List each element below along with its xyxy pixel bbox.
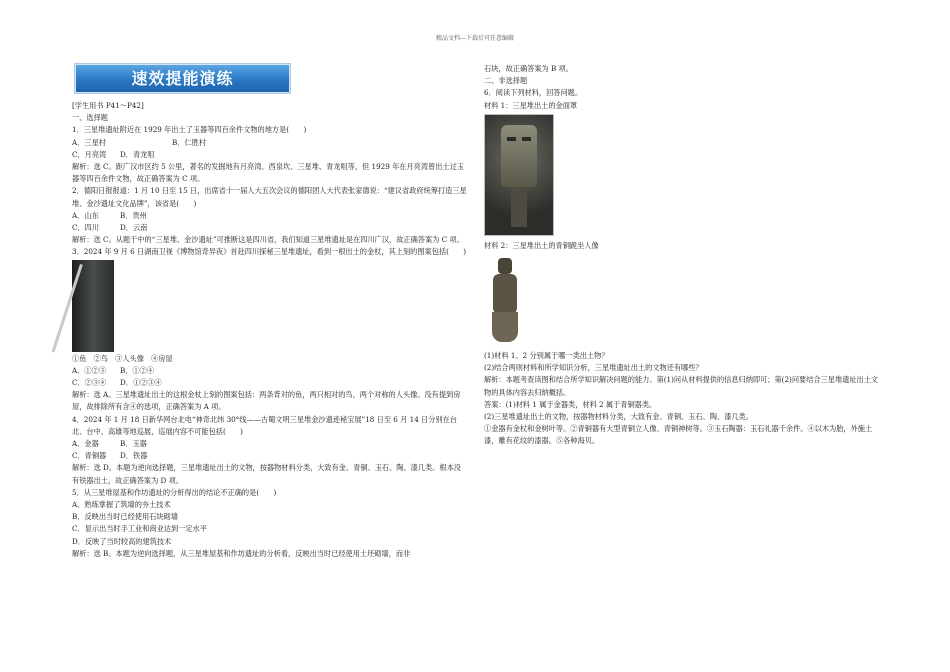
q6-answer-2: (2)三星堆遗址出土的文物，按器物材料分类，大致有金、青铜、玉石、陶、漆几类。 — [484, 412, 753, 422]
material-1-caption: 材料 1：三星堆出土的金面罩 — [484, 100, 578, 110]
q3-items: ①鱼 ②鸟 ③人头像 ④房屋 — [72, 353, 173, 363]
q5-option-a: A．熟练掌握了筑墙的夯土技术 — [72, 500, 171, 510]
q3-option-c: C．②③④ — [72, 378, 107, 388]
q4-options-row — [72, 450, 468, 462]
material-2-caption: 材料 2：三星堆出土的青铜跪坐人像 — [484, 240, 599, 250]
q4-option-d: D．铁器 — [120, 451, 148, 461]
q2-option-a: A．山东 — [72, 210, 99, 220]
q4-option-b: B．玉器 — [120, 439, 147, 449]
q4-option-a: A．金器 — [72, 439, 99, 449]
q4-analysis: 解析：选 D。本题为逆向选择题，三星堆遗址出土的文物，按器物材料分类，大致有金、青铜、玉石、陶、漆几类。根本没有铁器出土，故正确答案为 D 项。 — [72, 463, 461, 485]
q5-stem: 5．从三星堆屋基和作坊遗址的分析得出的结论不正确的是( ) — [72, 487, 277, 497]
section-heading-choice: 一、选择题 — [72, 113, 108, 123]
q1-analysis: 解析：选 C。距广汉市区约 5 公里，著名的发掘地有月亮湾、西泉坎、三星堆、青龙咀等，但 1929 年在月亮湾曾出土过玉器等四百余件文物，故正确答案为 C 项。 — [72, 162, 464, 184]
q4-option-c: C．青铜器 — [72, 451, 107, 461]
q1-option-a: A．三星村 — [72, 137, 106, 147]
right-column — [484, 63, 882, 448]
q1-stem: 1．三星堆遗址附近在 1929 年出土了玉器等四百余件文物的地方是( ) — [72, 125, 307, 135]
q3-stem: 3．2024 年 9 月 6 日湖南卫视《博物馆奇异夜》首赴四川探秘三星堆遗址，看到一根出土的金杖，其上刻的图案包括( ) — [72, 247, 467, 257]
q3-analysis: 解析：选 A。三星堆遗址出土的这根金杖上刻的图案包括：两条背对的鱼，两只相对的鸟，两个对称的人头像。没有提到房屋，故排除所有含④的选项，正确答案为 A 项。 — [72, 390, 461, 412]
q3-option-a: A．①②③ — [72, 365, 106, 375]
q6-answer-3: ①金器有金杖和金树叶等。②青铜器有大型青铜立人像、青铜神树等。③玉石陶器：玉石礼器千余件。④以木为胎，外施土漆，雕有花纹的漆器。⑤各种海贝。 — [484, 424, 873, 446]
section-banner: 速效提能演练 — [74, 63, 291, 94]
q6-question-1: (1)材料 1、2 分别属于哪一类出土物？ — [484, 351, 609, 361]
q3-options-row — [72, 377, 468, 389]
textbook-ref: [学生用书 P41～P42] — [72, 101, 144, 110]
kneeling-bronze-figure-photo — [484, 254, 526, 346]
q2-options-row — [72, 210, 468, 222]
q2-analysis: 解析：选 C。从题干中的“三星堆、金沙遗址”可推断这是四川省，我们知道三星堆遗址是在四川广汉，故正确答案为 C 项。 — [72, 235, 464, 245]
q1-options-row — [72, 149, 468, 161]
gold-staff-photo — [72, 260, 114, 352]
q4-options-row — [72, 438, 468, 450]
q2-option-d: D．云南 — [120, 223, 148, 233]
q2-option-c: C．四川 — [72, 223, 100, 233]
q3-options-row — [72, 365, 468, 377]
q6-answer-1: 答案：(1)材料 1 属于金器类，材料 2 属于青铜器类。 — [484, 399, 657, 409]
q2-option-b: B．贵州 — [120, 210, 147, 220]
q2-stem: 2．德阳日报报道：1 月 10 日至 15 日，出席省十一届人大五次会议的德阳团人大代表张家德说：“建议省政府统筹打造三星堆、金沙遗址文化品牌”，该省是( ) — [72, 186, 467, 208]
q5-option-d: D．反映了当时较高的建筑技术 — [72, 536, 172, 546]
q5-analysis: 解析：选 B。本题为逆向选择题，从三星堆屋基和作坊遗址的分析看，反映出当时已经使用土坯砌墙，而非 — [72, 548, 411, 558]
q3-option-b: B．①②④ — [120, 365, 155, 375]
q6-stem: 6．阅读下列材料，回答问题。 — [484, 88, 583, 98]
q1-option-d: D．青龙咀 — [120, 149, 155, 159]
gold-mask-photo — [484, 114, 554, 236]
q3-option-d: D．①②③④ — [120, 378, 162, 388]
section-heading-nonchoice: 二、非选择题 — [484, 76, 528, 86]
q1-option-b: B．仁胜村 — [172, 137, 207, 147]
q1-options-row — [72, 137, 468, 149]
q4-stem: 4．2024 年 1 月 18 日新华网台北电“神奇北纬 30°线——古蜀文明三星堆金沙遗迹秘宝展”18 日至 6 月 14 日分别在台北、台中、高雄等地巡展，巡展内容不可能包括( ) — [72, 414, 457, 436]
header-watermark: 精品文档---下载后可任意编辑 — [435, 35, 515, 42]
q1-option-c: C．月亮湾 — [72, 149, 107, 159]
q5-analysis-continued: 石块，故正确答案为 B 项。 — [484, 64, 573, 73]
q2-options-row — [72, 222, 468, 234]
q6-analysis: 解析：本题考查读图和结合所学知识解决问题的能力。第(1)问从材料提供的信息归纳即可；第(2)问要结合三星堆遗址出土文物的具体内容去归纳概括。 — [484, 375, 879, 397]
q5-option-c: C．显示出当时手工业和商业达到一定水平 — [72, 524, 207, 534]
q5-option-b: B．反映出当时已经使用石块砌墙 — [72, 512, 178, 522]
left-column — [72, 100, 468, 560]
q6-question-2: (2)结合两则材料和所学知识分析，三星堆遗址出土的文物还有哪些？ — [484, 363, 703, 373]
